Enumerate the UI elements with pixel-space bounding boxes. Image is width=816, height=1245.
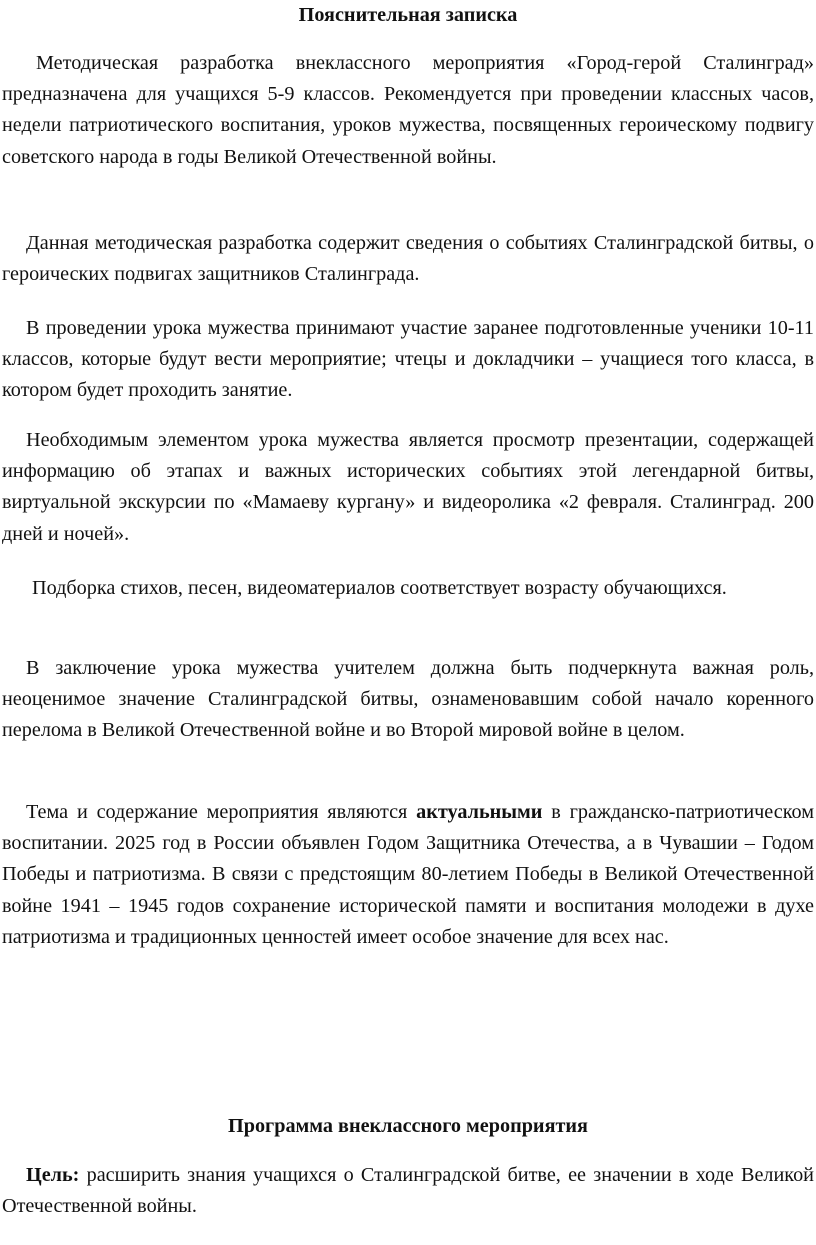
- topic-text-start: Тема и содержание мероприятия являются: [26, 801, 417, 823]
- intro-paragraph: Методическая разработка внеклассного мероприятия «Город-герой Сталинград» предназначена для учащихся 5-9 классов. Рекомендуется при проведении классных часов, недели патриотического воспитания, уроков мужества, посвященных героическому подвигу советского народа в годы Великой Отечественной войны.: [2, 52, 814, 168]
- topic-paragraph: [2, 797, 814, 953]
- goal-text: расширить знания учащихся о Сталинградской битве, ее значении в ходе Великой Отечественной войны.: [2, 1164, 814, 1218]
- goal-label: Цель:: [26, 1164, 80, 1186]
- content-paragraph: Данная методическая разработка содержит сведения о событиях Сталинградской битвы, о героических подвигах защитников Сталинграда.: [2, 232, 814, 286]
- page-title: Пояснительная записка: [298, 4, 518, 26]
- conclusion-paragraph: В заключение урока мужества учителем должна быть подчеркнута важная роль, неоценимое значение Сталинградской битвы, ознаменовавшим собой начало коренного перелома в Великой Отечественной войне и во Второй мировой войне в целом.: [2, 657, 814, 742]
- topic-bold-word: актуальными: [416, 801, 543, 823]
- program-title: Программа внеклассного мероприятия: [228, 1115, 588, 1137]
- participants-paragraph: В проведении урока мужества принимают участие заранее подготовленные ученики 10-11 классов, которые будут вести мероприятие; чтецы и докладчики – учащиеся того класса, в котором будет проходить занятие.: [2, 317, 814, 402]
- topic-text-end: в гражданско-патриотическом воспитании. 2025 год в России объявлен Годом Защитника Отечества, а в Чувашии – Годом Победы и патриотизма. В связи с предстоящим 80-летием Победы в Великой Отечественной войне 1941 – 1945 годов сохранение исторической памяти и воспитания молодежи в духе патриотизма и традиционных ценностей имеет особое значение для всех нас.: [2, 801, 814, 948]
- materials-paragraph: Подборка стихов, песен, видеоматериалов соответствует возрасту обучающихся.: [32, 577, 727, 599]
- presentation-paragraph: Необходимым элементом урока мужества является просмотр презентации, содержащей информацию об этапах и важных исторических событиях этой легендарной битвы, виртуальной экскурсии по «Мамаеву кургану» и видеоролика «2 февраля. Сталинград. 200 дней и ночей».: [2, 429, 814, 545]
- goal-paragraph: [2, 1160, 814, 1222]
